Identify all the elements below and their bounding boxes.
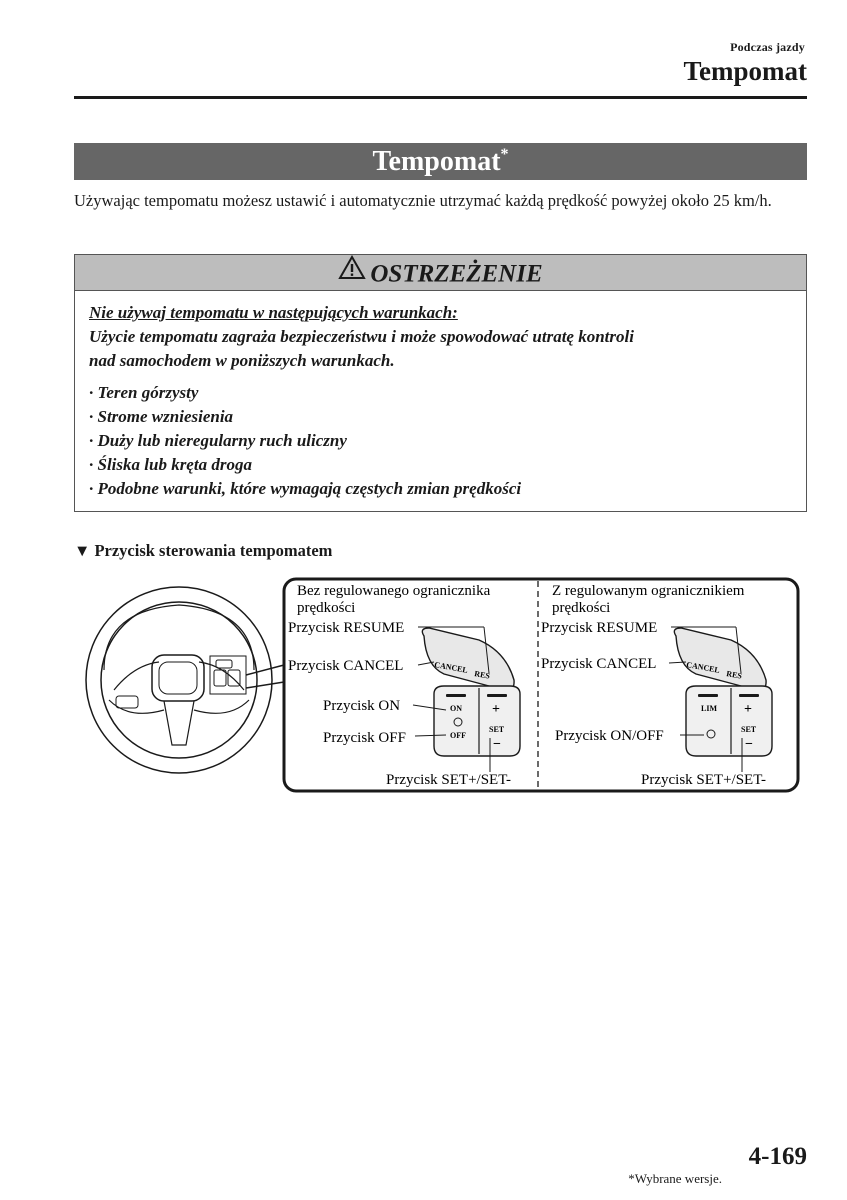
set-button-text: SET xyxy=(489,725,505,734)
cancel-res-switch xyxy=(422,628,514,690)
off-button-label: Przycisk OFF xyxy=(323,730,406,746)
warning-detail-line: nad samochodem w poniższych warunkach. xyxy=(89,351,395,370)
warning-detail-line: Użycie tempomatu zagraża bezpieczeństwu i może spowodować utratę kontroli xyxy=(89,327,634,346)
cancel-res-switch xyxy=(674,628,766,690)
list-item: · Strome wzniesienia xyxy=(89,405,792,429)
on-button-label: Przycisk ON xyxy=(323,698,401,714)
optional-feature-mark: * xyxy=(500,146,509,163)
cancel-button-label: Przycisk CANCEL xyxy=(288,658,404,674)
intro-paragraph: Używając tempomatu możesz ustawić i automatycznie utrzymać każdą prędkość powyżej około 25 km/h. xyxy=(74,191,772,210)
running-header-title: Tempomat xyxy=(683,56,807,86)
steering-wheel-illustration xyxy=(86,587,272,773)
section-title: Tempomat xyxy=(372,146,501,177)
cruise-control-diagram xyxy=(74,570,804,800)
warning-box xyxy=(74,254,807,512)
minus-button-text: − xyxy=(745,737,753,752)
zoom-leader xyxy=(246,665,284,675)
plus-button-text: + xyxy=(492,702,500,717)
res-button-text: RES xyxy=(725,669,743,681)
warning-lead: Nie używaj tempomatu w następujących warunkach: xyxy=(89,303,458,322)
resume-button-label: Przycisk RESUME xyxy=(541,620,658,636)
callout-frame xyxy=(284,579,798,791)
warning-triangle-icon xyxy=(338,255,366,293)
res-button-text: RES xyxy=(473,669,491,681)
plus-button-text: + xyxy=(744,702,752,717)
right-panel-title: Z regulowanym ogranicznikiem xyxy=(552,583,745,599)
header-rule xyxy=(74,96,807,99)
set-button-text: SET xyxy=(741,725,757,734)
page-number: 4-169 xyxy=(748,1143,807,1170)
on-off-set-pad xyxy=(434,686,520,756)
section-title-bar xyxy=(74,143,807,180)
cancel-button-text: CANCEL xyxy=(685,660,721,675)
warning-header xyxy=(75,255,806,291)
list-item: · Śliska lub kręta droga xyxy=(89,453,792,477)
footnote: *Wybrane wersje. xyxy=(628,1171,722,1186)
lim-button-text: LIM xyxy=(701,704,717,713)
minus-button-text: − xyxy=(493,737,501,752)
on-button-text: ON xyxy=(450,704,462,713)
running-header-section: Podczas jazdy xyxy=(730,40,805,54)
set-button-label: Przycisk SET+/SET- xyxy=(641,772,766,788)
left-panel-title: prędkości xyxy=(297,600,356,616)
right-panel-title: prędkości xyxy=(552,600,611,616)
zoom-leader xyxy=(246,682,284,688)
set-button-label: Przycisk SET+/SET- xyxy=(386,772,511,788)
on-off-button-label: Przycisk ON/OFF xyxy=(555,728,664,744)
warning-body xyxy=(75,291,806,501)
lim-set-pad xyxy=(686,686,772,756)
off-button-text: OFF xyxy=(450,731,466,740)
resume-button-label: Przycisk RESUME xyxy=(288,620,405,636)
list-item: · Duży lub nieregularny ruch uliczny xyxy=(89,429,792,453)
cancel-button-text: CANCEL xyxy=(433,660,469,675)
cancel-button-label: Przycisk CANCEL xyxy=(541,656,657,672)
list-item: · Teren górzysty xyxy=(89,381,792,405)
left-panel-title: Bez regulowanego ogranicznika xyxy=(297,583,491,599)
warning-title: OSTRZEŻENIE xyxy=(370,260,543,288)
warning-conditions-list xyxy=(89,381,792,501)
list-item: · Podobne warunki, które wymagają częstych zmian prędkości xyxy=(89,477,792,501)
subsection-heading: ▼ Przycisk sterowania tempomatem xyxy=(74,541,333,560)
